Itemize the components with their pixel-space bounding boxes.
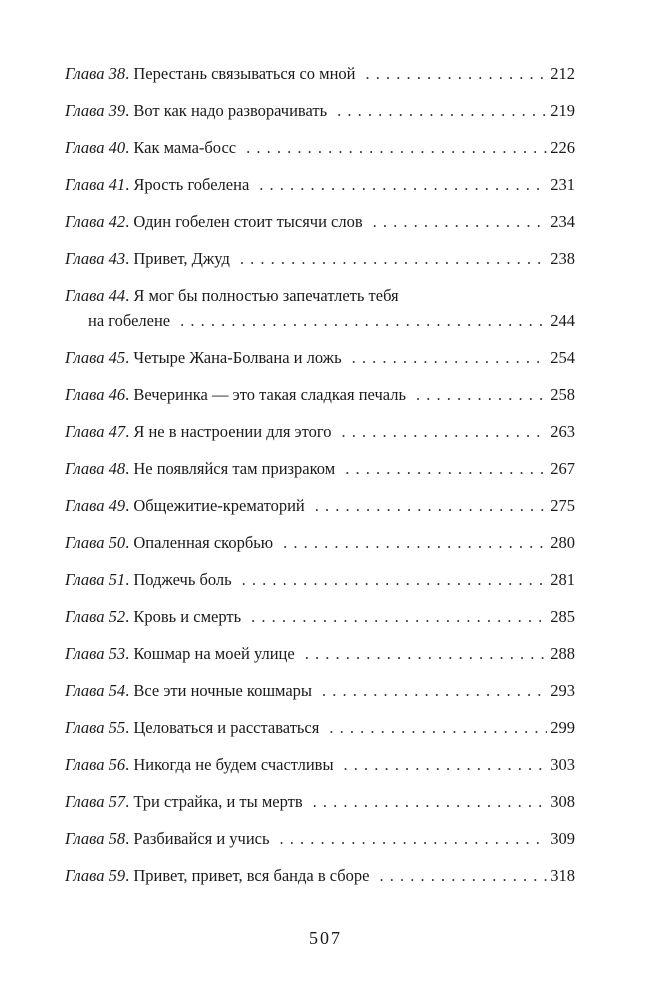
page-number: 212 xyxy=(550,64,575,83)
chapter-title: Как мама-босс xyxy=(133,138,237,157)
toc-entry-48[interactable]: Глава 48 . Не появляйся там призраком . . . 267 xyxy=(65,458,575,480)
chapter-label: Глава 59 xyxy=(65,866,126,885)
dot-leader xyxy=(180,310,547,332)
page-number: 318 xyxy=(550,866,575,885)
chapter-title: Привет, привет, вся банда в сборе xyxy=(133,866,370,885)
chapter-title: Опаленная скорбью xyxy=(133,533,274,552)
chapter-label: Глава 46 xyxy=(65,385,126,404)
chapter-title: Четыре Жана-Болвана и ложь xyxy=(133,348,342,367)
dot-leader xyxy=(341,421,547,443)
dot-leader xyxy=(240,248,547,270)
chapter-title: Три страйка, и ты мертв xyxy=(133,792,303,811)
page-number: 254 xyxy=(550,348,575,367)
toc-entry-43[interactable]: Глава 43 . Привет, Джуд . . . 238 xyxy=(65,248,575,270)
dot-leader xyxy=(322,680,547,702)
page-folio: 507 xyxy=(309,928,342,948)
dot-leader xyxy=(313,791,548,813)
page-number: 226 xyxy=(550,138,575,157)
page-number: 293 xyxy=(550,681,575,700)
dot-leader xyxy=(329,717,547,739)
chapter-label: Глава 57 xyxy=(65,792,126,811)
chapter-label: Глава 44 xyxy=(65,286,126,305)
chapter-title: Ярость гобелена xyxy=(133,175,250,194)
chapter-label: Глава 49 xyxy=(65,496,126,515)
chapter-title: Целоваться и расставаться xyxy=(133,718,320,737)
dot-leader xyxy=(352,347,548,369)
page-number: 299 xyxy=(550,718,575,737)
toc-entry-57[interactable]: Глава 57 . Три страйка, и ты мертв . . . 308 xyxy=(65,791,575,813)
page-number: 281 xyxy=(550,570,575,589)
toc-entry-44[interactable]: Глава 44. Я мог бы полностью запечатлеть тебя на гобелене . . . 244 xyxy=(65,285,575,332)
table-of-contents xyxy=(65,63,575,887)
chapter-label: Глава 43 xyxy=(65,249,126,268)
chapter-label: Глава 39 xyxy=(65,101,126,120)
chapter-title: Вот как надо разворачивать xyxy=(133,101,328,120)
chapter-title: Кошмар на моей улице xyxy=(133,644,295,663)
chapter-title: Перестань связываться со мной xyxy=(133,64,356,83)
page-number: 309 xyxy=(550,829,575,848)
toc-entry-53[interactable]: Глава 53 . Кошмар на моей улице . . . 288 xyxy=(65,643,575,665)
chapter-label: Глава 42 xyxy=(65,212,126,231)
dot-leader xyxy=(251,606,547,628)
toc-entry-45[interactable]: Глава 45 . Четыре Жана-Болвана и ложь . . . 254 xyxy=(65,347,575,369)
page-number: 280 xyxy=(550,533,575,552)
page-number: 219 xyxy=(550,101,575,120)
dot-leader xyxy=(280,828,548,850)
page-number: 238 xyxy=(550,249,575,268)
chapter-title: Я мог бы полностью запечатлеть тебя xyxy=(133,286,399,305)
dot-leader xyxy=(344,754,548,776)
chapter-title: Никогда не будем счастливы xyxy=(133,755,334,774)
dot-leader xyxy=(246,137,547,159)
dot-leader xyxy=(345,458,547,480)
toc-entry-47[interactable]: Глава 47 . Я не в настроении для этого . . . 263 xyxy=(65,421,575,443)
page-number: 288 xyxy=(550,644,575,663)
chapter-label: Глава 48 xyxy=(65,459,126,478)
toc-entry-54[interactable]: Глава 54 . Все эти ночные кошмары . . . 293 xyxy=(65,680,575,702)
toc-entry-46[interactable]: Глава 46 . Вечеринка — это такая сладкая печаль . . . 258 xyxy=(65,384,575,406)
chapter-title: Не появляйся там призраком xyxy=(133,459,336,478)
chapter-label: Глава 45 xyxy=(65,348,126,367)
chapter-title: Один гобелен стоит тысячи слов xyxy=(133,212,363,231)
chapter-title: Кровь и смерть xyxy=(133,607,242,626)
chapter-title: Разбивайся и учись xyxy=(133,829,270,848)
chapter-title: Я не в настроении для этого xyxy=(133,422,332,441)
page-number: 263 xyxy=(550,422,575,441)
chapter-title: Поджечь боль xyxy=(133,570,232,589)
chapter-label: Глава 55 xyxy=(65,718,126,737)
dot-leader xyxy=(337,100,547,122)
toc-entry-41[interactable]: Глава 41 . Ярость гобелена . . . 231 xyxy=(65,174,575,196)
chapter-label: Глава 54 xyxy=(65,681,126,700)
dot-leader xyxy=(305,643,548,665)
chapter-title: Привет, Джуд xyxy=(133,249,230,268)
dot-leader xyxy=(315,495,548,517)
chapter-title: Общежитие-крематорий xyxy=(133,496,305,515)
dot-leader xyxy=(380,865,548,887)
toc-entry-49[interactable]: Глава 49 . Общежитие-крематорий . . . 275 xyxy=(65,495,575,517)
chapter-label: Глава 52 xyxy=(65,607,126,626)
chapter-label: Глава 53 xyxy=(65,644,126,663)
chapter-label: Глава 51 xyxy=(65,570,126,589)
page-number: 267 xyxy=(550,459,575,478)
chapter-label: Глава 38 xyxy=(65,64,126,83)
toc-entry-58[interactable]: Глава 58 . Разбивайся и учись . . . 309 xyxy=(65,828,575,850)
dot-leader xyxy=(373,211,548,233)
toc-entry-42[interactable]: Глава 42 . Один гобелен стоит тысячи слов . . . 234 xyxy=(65,211,575,233)
page-number: 285 xyxy=(550,607,575,626)
dot-leader xyxy=(283,532,547,554)
chapter-label: Глава 56 xyxy=(65,755,126,774)
toc-entry-56[interactable]: Глава 56 . Никогда не будем счастливы . . . 303 xyxy=(65,754,575,776)
dot-leader xyxy=(366,63,548,85)
page-number: 308 xyxy=(550,792,575,811)
page-number: 275 xyxy=(550,496,575,515)
toc-entry-40[interactable]: Глава 40 . Как мама-босс . . . 226 xyxy=(65,137,575,159)
toc-entry-51[interactable]: Глава 51 . Поджечь боль . . . 281 xyxy=(65,569,575,591)
chapter-label: Глава 41 xyxy=(65,175,126,194)
chapter-title: Все эти ночные кошмары xyxy=(133,681,313,700)
page-number: 234 xyxy=(550,212,575,231)
page-number: 244 xyxy=(550,311,575,330)
dot-leader xyxy=(242,569,548,591)
chapter-title-continued: на гобелене xyxy=(88,311,171,330)
toc-entry-39[interactable]: Глава 39 . Вот как надо разворачивать . . . 219 xyxy=(65,100,575,122)
toc-entry-38[interactable]: Глава 38 . Перестань связываться со мной . . . 212 xyxy=(65,63,575,85)
toc-entry-52[interactable]: Глава 52 . Кровь и смерть . . . 285 xyxy=(65,606,575,628)
chapter-title: Вечеринка — это такая сладкая печаль xyxy=(133,385,406,404)
page-number: 258 xyxy=(550,385,575,404)
toc-entry-55[interactable]: Глава 55 . Целоваться и расставаться . . . 299 xyxy=(65,717,575,739)
toc-entry-59[interactable]: Глава 59 . Привет, привет, вся банда в сборе . . . 318 xyxy=(65,865,575,887)
page-number: 303 xyxy=(550,755,575,774)
chapter-label: Глава 50 xyxy=(65,533,126,552)
dot-leader xyxy=(259,174,547,196)
dot-leader xyxy=(416,384,547,406)
chapter-label: Глава 47 xyxy=(65,422,126,441)
chapter-label: Глава 40 xyxy=(65,138,126,157)
chapter-label: Глава 58 xyxy=(65,829,126,848)
page-number: 231 xyxy=(550,175,575,194)
toc-entry-50[interactable]: Глава 50 . Опаленная скорбью . . . 280 xyxy=(65,532,575,554)
